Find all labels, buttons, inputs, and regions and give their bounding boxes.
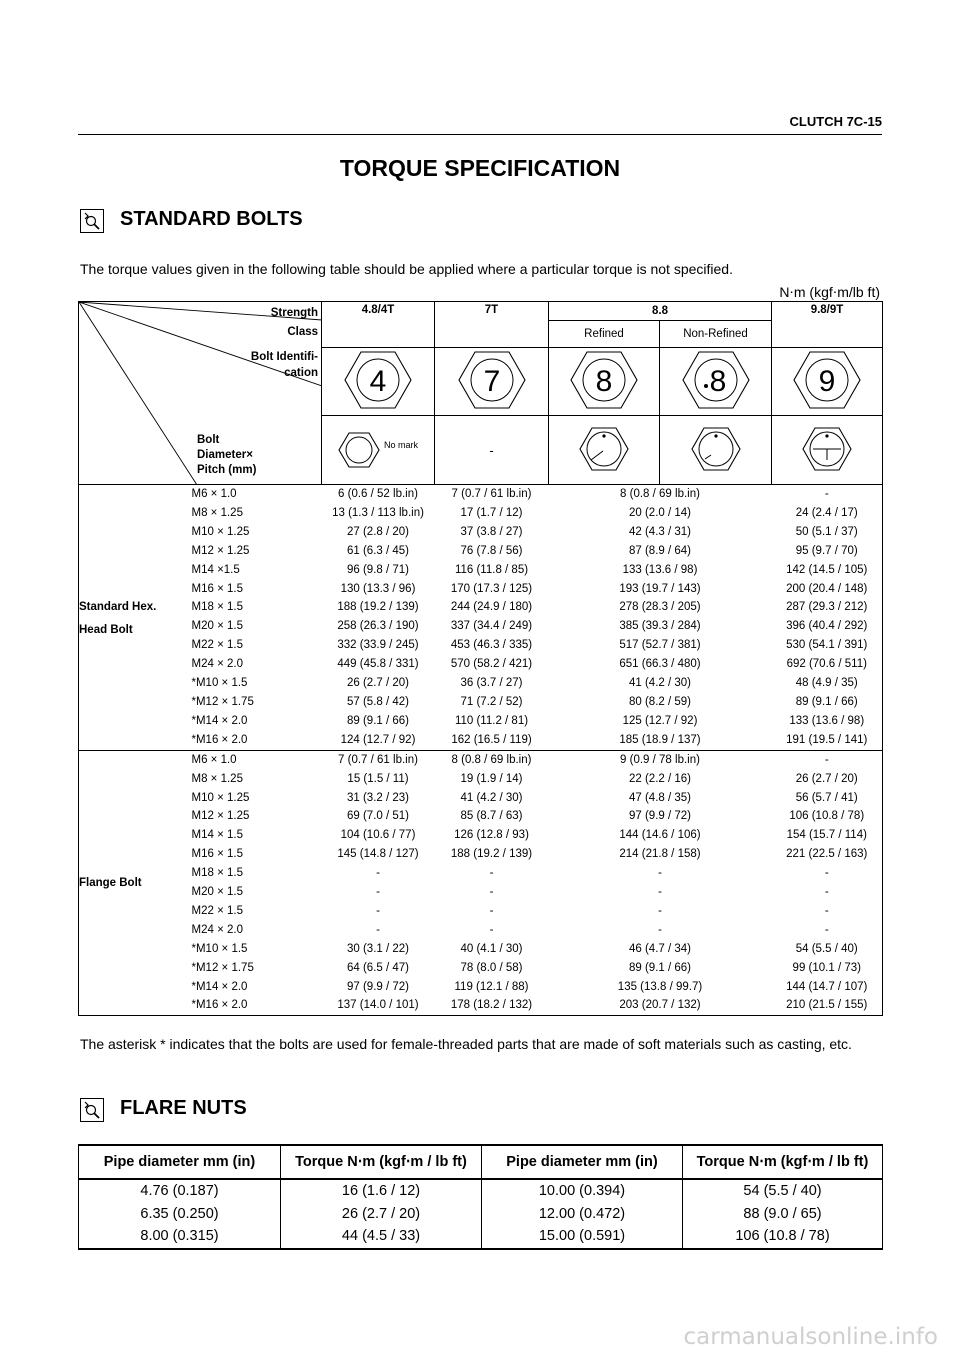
bolt-size-cell: M24 × 2.0 bbox=[191, 658, 243, 671]
torque-cell: 170 (17.3 / 125) bbox=[450, 582, 533, 595]
torque-cell: 76 (7.8 / 56) bbox=[460, 544, 523, 557]
subheader-non-refined: Non-Refined bbox=[660, 321, 772, 348]
torque-cell: 15 (1.5 / 11) bbox=[347, 772, 409, 785]
page-title: TORQUE SPECIFICATION bbox=[339, 155, 621, 181]
torque-cell: - bbox=[376, 904, 380, 917]
torque-cell: 46 (4.7 / 34) bbox=[628, 942, 691, 955]
torque-cell: 71 (7.2 / 52) bbox=[460, 695, 523, 708]
torque-cell: 517 (52.7 / 381) bbox=[619, 639, 701, 652]
svg-text:9: 9 bbox=[818, 365, 836, 398]
torque-cell: 64 (6.5 / 47) bbox=[346, 961, 409, 974]
bolt-size-cell: M6 × 1.0 bbox=[192, 485, 322, 504]
table-row bbox=[79, 921, 883, 940]
flare-cell: 12.00 (0.472) bbox=[482, 1203, 683, 1226]
torque-cell: 85 (8.7 / 63) bbox=[460, 810, 523, 823]
bolt-size-cell: M8 × 1.25 bbox=[191, 772, 243, 785]
torque-cell: - bbox=[772, 883, 883, 902]
torque-cell: 22 (2.2 / 16) bbox=[628, 772, 691, 785]
torque-cell: 17 (1.7 / 12) bbox=[460, 506, 523, 519]
torque-cell: 26 (2.7 / 20) bbox=[346, 677, 409, 690]
torque-cell: 191 (19.5 / 141) bbox=[772, 731, 883, 750]
torque-cell: 41 (4.2 / 30) bbox=[460, 791, 523, 804]
bolt-size-cell: *M10 × 1.5 bbox=[191, 677, 248, 690]
units-label: N⋅m (kgf⋅m/lb ft) bbox=[779, 284, 880, 300]
flare-nuts-table bbox=[78, 1144, 883, 1250]
bolt-size-cell: M22 × 1.5 bbox=[191, 639, 243, 652]
table-row bbox=[79, 1203, 883, 1226]
table-row bbox=[79, 655, 883, 674]
table-corner-cell: Strength Class Bolt Identifi- cation Bolt Diameter× Pitch (mm) bbox=[79, 302, 322, 485]
torque-cell: - bbox=[489, 923, 494, 936]
table-row bbox=[79, 883, 883, 902]
torque-cell: 47 (4.8 / 35) bbox=[628, 791, 691, 804]
torque-cell: 214 (21.8 / 158) bbox=[619, 848, 701, 861]
torque-cell: 110 (11.2 / 81) bbox=[454, 714, 529, 727]
bolt-size-cell: *M12 × 1.75 bbox=[191, 695, 254, 708]
svg-text:4: 4 bbox=[369, 365, 387, 398]
torque-cell: 125 (12.7 / 92) bbox=[622, 714, 698, 727]
torque-cell: 61 (6.3 / 45) bbox=[346, 544, 409, 557]
table-row bbox=[79, 712, 883, 731]
torque-cell: 40 (4.1 / 30) bbox=[460, 942, 523, 955]
ident-mark-8-non-refined bbox=[660, 348, 772, 416]
torque-cell: 96 (9.8 / 71) bbox=[346, 563, 409, 576]
flare-col-header: Torque N⋅m (kgf⋅m / lb ft) bbox=[281, 1145, 482, 1179]
torque-cell: 87 (8.9 / 64) bbox=[628, 544, 691, 557]
ident-mark-4 bbox=[322, 348, 435, 416]
class-header-9-8: 9.8/9T bbox=[772, 302, 883, 348]
bolt-size-cell: M24 × 2.0 bbox=[191, 923, 243, 936]
table-row bbox=[79, 978, 883, 997]
head-mark-line-9 bbox=[772, 416, 883, 485]
group-label: Flange Bolt bbox=[79, 750, 192, 1016]
torque-cell: 30 (3.1 / 22) bbox=[346, 942, 409, 955]
torque-cell: 154 (15.7 / 114) bbox=[772, 826, 883, 845]
table-row bbox=[79, 561, 883, 580]
torque-cell: 48 (4.9 / 35) bbox=[772, 674, 883, 693]
torque-cell: 7 (0.7 / 61 lb.in) bbox=[322, 750, 435, 769]
standard-bolts-table bbox=[78, 301, 883, 1016]
torque-cell: 144 (14.7 / 107) bbox=[772, 978, 883, 997]
flare-cell: 44 (4.5 / 33) bbox=[281, 1225, 482, 1249]
torque-cell: 200 (20.4 / 148) bbox=[772, 580, 883, 599]
torque-cell: - bbox=[658, 904, 662, 917]
head-mark-no-mark: No mark bbox=[322, 416, 435, 485]
torque-cell: 185 (18.9 / 137) bbox=[549, 731, 772, 750]
bolt-size-cell: M10 × 1.25 bbox=[191, 791, 250, 804]
torque-cell: 19 (1.9 / 14) bbox=[460, 772, 523, 785]
torque-cell: 104 (10.6 / 77) bbox=[340, 829, 416, 842]
svg-text:7: 7 bbox=[483, 365, 500, 398]
torque-cell: 396 (40.4 / 292) bbox=[772, 617, 883, 636]
torque-cell: - bbox=[489, 886, 494, 899]
watermark: carmanualsonline.info bbox=[683, 1324, 938, 1350]
bolt-size-cell: M8 × 1.25 bbox=[191, 506, 243, 519]
table-row bbox=[79, 542, 883, 561]
torque-cell: 570 (58.2 / 421) bbox=[450, 658, 533, 671]
torque-cell: 54 (5.5 / 40) bbox=[772, 940, 883, 959]
torque-cell: 133 (13.6 / 98) bbox=[622, 563, 698, 576]
ident-mark-8-refined bbox=[549, 348, 660, 416]
torque-cell: 20 (2.0 / 14) bbox=[628, 506, 691, 519]
table-row bbox=[79, 845, 883, 864]
table-row bbox=[79, 864, 883, 883]
table-row bbox=[79, 770, 883, 789]
torque-cell: 6 (0.6 / 52 lb.in) bbox=[322, 485, 435, 504]
table-row bbox=[79, 693, 883, 712]
flare-cell: 4.76 (0.187) bbox=[79, 1179, 281, 1203]
class-header-4-8: 4.8/4T bbox=[322, 302, 435, 348]
flare-cell: 54 (5.5 / 40) bbox=[683, 1179, 883, 1203]
torque-cell: 80 (8.2 / 59) bbox=[628, 695, 691, 708]
torque-cell: - bbox=[772, 750, 883, 769]
torque-cell: 24 (2.4 / 17) bbox=[772, 504, 883, 523]
bolt-size-cell: M14 ×1.5 bbox=[191, 563, 240, 576]
table-row bbox=[79, 580, 883, 599]
table-row bbox=[79, 617, 883, 636]
torque-cell: - bbox=[376, 923, 380, 936]
head-mark-line-non-refined bbox=[660, 416, 772, 485]
torque-cell: 116 (11.8 / 85) bbox=[454, 563, 529, 576]
bolt-size-cell: M14 × 1.5 bbox=[191, 829, 243, 842]
bolt-size-cell: *M12 × 1.75 bbox=[191, 961, 254, 974]
table-row bbox=[79, 1225, 883, 1249]
torque-cell: 9 (0.9 / 78 lb.in) bbox=[549, 750, 772, 769]
torque-cell: 89 (9.1 / 66) bbox=[346, 714, 409, 727]
flare-cell: 16 (1.6 / 12) bbox=[281, 1179, 482, 1203]
bolt-size-cell: *M14 × 2.0 bbox=[191, 980, 248, 993]
table-row bbox=[79, 598, 883, 617]
torque-cell: 332 (33.9 / 245) bbox=[337, 639, 419, 652]
torque-cell: 89 (9.1 / 66) bbox=[772, 693, 883, 712]
torque-cell: 8 (0.8 / 69 lb.in) bbox=[435, 750, 549, 769]
page-header: CLUTCH 7C-15 bbox=[789, 114, 882, 129]
torque-cell: 221 (22.5 / 163) bbox=[772, 845, 883, 864]
torque-cell: 57 (5.8 / 42) bbox=[346, 695, 409, 708]
torque-cell: 124 (12.7 / 92) bbox=[322, 731, 435, 750]
torque-cell: 50 (5.1 / 37) bbox=[772, 523, 883, 542]
torque-cell: 178 (18.2 / 132) bbox=[435, 996, 549, 1015]
head-mark-none: - bbox=[435, 416, 549, 485]
table-row bbox=[79, 731, 883, 750]
torque-cell: 99 (10.1 / 73) bbox=[772, 959, 883, 978]
group-label: Standard Hex. Head Bolt bbox=[79, 485, 192, 751]
table-row bbox=[79, 789, 883, 808]
torque-cell: 142 (14.5 / 105) bbox=[772, 561, 883, 580]
torque-cell: 137 (14.0 / 101) bbox=[322, 996, 435, 1015]
ident-mark-7 bbox=[435, 348, 549, 416]
torque-cell: 130 (13.3 / 96) bbox=[340, 582, 416, 595]
torque-cell: - bbox=[376, 886, 380, 899]
torque-cell: 203 (20.7 / 132) bbox=[549, 996, 772, 1015]
bolt-size-cell: M16 × 1.5 bbox=[191, 848, 243, 861]
bolt-size-cell: *M10 × 1.5 bbox=[191, 942, 248, 955]
torque-cell: 13 (1.3 / 113 lb.in) bbox=[332, 506, 424, 519]
table-row bbox=[79, 807, 883, 826]
torque-cell: 133 (13.6 / 98) bbox=[772, 712, 883, 731]
table-row bbox=[79, 996, 883, 1015]
torque-cell: - bbox=[376, 867, 380, 880]
table-row bbox=[79, 523, 883, 542]
bolt-size-cell: M12 × 1.25 bbox=[191, 810, 250, 823]
svg-text:8: 8 bbox=[595, 365, 613, 398]
torque-cell: 126 (12.8 / 93) bbox=[454, 829, 529, 842]
bolt-size-cell: *M14 × 2.0 bbox=[191, 714, 248, 727]
torque-cell: 26 (2.7 / 20) bbox=[772, 770, 883, 789]
header-rule bbox=[78, 134, 882, 135]
bolt-size-cell: M10 × 1.25 bbox=[191, 525, 250, 538]
torque-cell: 8 (0.8 / 69 lb.in) bbox=[549, 485, 772, 504]
flare-col-header: Pipe diameter mm (in) bbox=[79, 1145, 281, 1179]
torque-cell: 135 (13.8 / 99.7) bbox=[617, 980, 703, 993]
torque-cell: 145 (14.8 / 127) bbox=[337, 848, 419, 861]
flare-cell: 10.00 (0.394) bbox=[482, 1179, 683, 1203]
torque-cell: - bbox=[772, 902, 883, 921]
flare-col-header: Pipe diameter mm (in) bbox=[482, 1145, 683, 1179]
flare-cell: 88 (9.0 / 65) bbox=[683, 1203, 883, 1226]
torque-cell: - bbox=[772, 864, 883, 883]
table-row bbox=[79, 674, 883, 693]
torque-cell: - bbox=[658, 886, 662, 899]
torque-cell: 27 (2.8 / 20) bbox=[346, 525, 409, 538]
table-row bbox=[79, 485, 883, 504]
torque-cell: - bbox=[658, 867, 662, 880]
svg-text:8: 8 bbox=[709, 365, 726, 398]
bolt-size-cell: M18 × 1.5 bbox=[191, 601, 243, 614]
torque-cell: 95 (9.7 / 70) bbox=[772, 542, 883, 561]
torque-cell: 210 (21.5 / 155) bbox=[772, 996, 883, 1015]
bolt-size-cell: *M16 × 2.0 bbox=[192, 731, 322, 750]
bolt-size-cell: *M16 × 2.0 bbox=[192, 996, 322, 1015]
torque-cell: 106 (10.8 / 78) bbox=[772, 807, 883, 826]
torque-cell: 337 (34.4 / 249) bbox=[450, 620, 533, 633]
table-row bbox=[79, 636, 883, 655]
torque-cell: 258 (26.3 / 190) bbox=[337, 620, 419, 633]
torque-cell: - bbox=[772, 921, 883, 940]
torque-cell: 278 (28.3 / 205) bbox=[619, 601, 701, 614]
bolt-size-cell: M6 × 1.0 bbox=[192, 750, 322, 769]
table-row bbox=[79, 940, 883, 959]
flare-col-header: Torque N⋅m (kgf⋅m / lb ft) bbox=[683, 1145, 883, 1179]
table-row bbox=[79, 902, 883, 921]
torque-cell: 188 (19.2 / 139) bbox=[450, 848, 533, 861]
torque-cell: 97 (9.9 / 72) bbox=[346, 980, 409, 993]
torque-cell: 651 (66.3 / 480) bbox=[619, 658, 701, 671]
ident-mark-9 bbox=[772, 348, 883, 416]
torque-cell: 244 (24.9 / 180) bbox=[450, 601, 533, 614]
torque-cell: 78 (8.0 / 58) bbox=[460, 961, 523, 974]
subheader-refined: Refined bbox=[549, 321, 660, 348]
torque-cell: 530 (54.1 / 391) bbox=[772, 636, 883, 655]
torque-cell: 7 (0.7 / 61 lb.in) bbox=[435, 485, 549, 504]
table-row bbox=[79, 826, 883, 845]
torque-cell: 97 (9.9 / 72) bbox=[628, 810, 691, 823]
bolt-size-cell: M22 × 1.5 bbox=[191, 904, 243, 917]
torque-cell: - bbox=[489, 904, 494, 917]
torque-cell: 453 (46.3 / 335) bbox=[450, 639, 533, 652]
table-row bbox=[79, 959, 883, 978]
torque-cell: 144 (14.6 / 106) bbox=[619, 829, 701, 842]
flare-cell: 106 (10.8 / 78) bbox=[683, 1225, 883, 1249]
head-mark-line-refined bbox=[549, 416, 660, 485]
flare-cell: 6.35 (0.250) bbox=[79, 1203, 281, 1226]
torque-cell: 449 (45.8 / 331) bbox=[337, 658, 419, 671]
flare-cell: 15.00 (0.591) bbox=[482, 1225, 683, 1249]
torque-cell: 692 (70.6 / 511) bbox=[772, 655, 883, 674]
torque-cell: 41 (4.2 / 30) bbox=[628, 677, 691, 690]
bolt-size-cell: M12 × 1.25 bbox=[191, 544, 250, 557]
torque-cell: 385 (39.3 / 284) bbox=[619, 620, 701, 633]
flare-cell: 26 (2.7 / 20) bbox=[281, 1203, 482, 1226]
magnifier-icon bbox=[80, 1098, 104, 1122]
table-row bbox=[79, 1179, 883, 1203]
torque-cell: 31 (3.2 / 23) bbox=[346, 791, 409, 804]
torque-cell: 89 (9.1 / 66) bbox=[628, 961, 691, 974]
bolt-size-cell: M18 × 1.5 bbox=[191, 867, 243, 880]
intro-text: The torque values given in the following table should be applied where a particular torque is not specified. bbox=[80, 261, 733, 277]
torque-cell: 42 (4.3 / 31) bbox=[628, 525, 691, 538]
torque-cell: - bbox=[489, 867, 494, 880]
asterisk-note: The asterisk * indicates that the bolts are used for female-threaded parts that are made of soft materials such as casting, etc. bbox=[80, 1036, 852, 1052]
torque-cell: 188 (19.2 / 139) bbox=[337, 601, 419, 614]
bolt-size-cell: M20 × 1.5 bbox=[191, 886, 243, 899]
torque-cell: 69 (7.0 / 51) bbox=[346, 810, 409, 823]
flare-cell: 8.00 (0.315) bbox=[79, 1225, 281, 1249]
torque-cell: 37 (3.8 / 27) bbox=[460, 525, 523, 538]
torque-cell: 193 (19.7 / 143) bbox=[619, 582, 701, 595]
magnifier-icon bbox=[80, 209, 104, 233]
torque-cell: 162 (16.5 / 119) bbox=[435, 731, 549, 750]
torque-cell: 287 (29.3 / 212) bbox=[772, 598, 883, 617]
bolt-size-cell: M16 × 1.5 bbox=[191, 582, 243, 595]
torque-cell: - bbox=[658, 923, 662, 936]
table-row bbox=[79, 750, 883, 769]
table-row bbox=[79, 504, 883, 523]
class-header-7t: 7T bbox=[435, 302, 549, 348]
torque-cell: 119 (12.1 / 88) bbox=[454, 980, 529, 993]
torque-cell: 56 (5.7 / 41) bbox=[772, 789, 883, 808]
class-header-8-8: 8.8 bbox=[549, 302, 772, 321]
torque-cell: - bbox=[772, 485, 883, 504]
bolt-size-cell: M20 × 1.5 bbox=[191, 620, 243, 633]
torque-cell: 36 (3.7 / 27) bbox=[460, 677, 523, 690]
